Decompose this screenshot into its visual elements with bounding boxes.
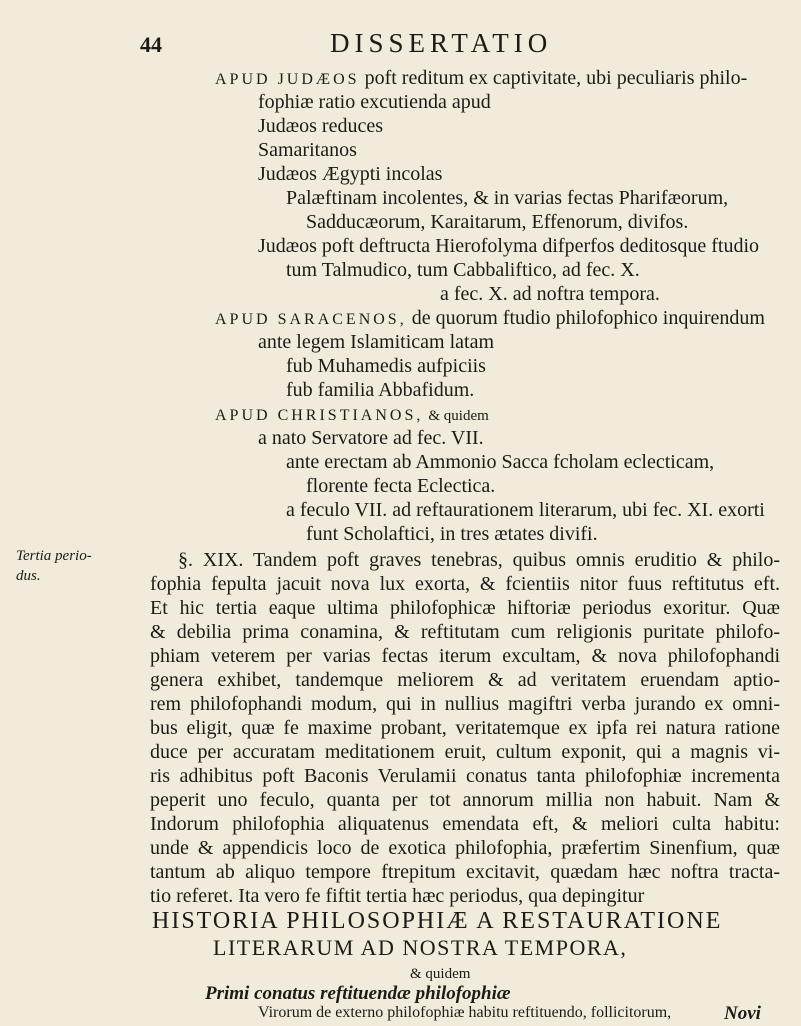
paragraph-line: §. XIX. Tandem poft graves tenebras, quibus omnis eruditio & philo-	[178, 549, 780, 571]
section-title-sub: & quidem	[410, 966, 471, 982]
outline-item: Judæos Ægypti incolas	[258, 163, 443, 185]
paragraph-line: tio referet. Ita vero fe fiftit tertia hæc periodus, qua depingitur	[150, 885, 645, 907]
christianos-suffix: & quidem	[428, 408, 489, 424]
outline-item: fub familia Abbafidum.	[286, 379, 475, 401]
margin-note	[16, 546, 92, 586]
saracenos-line1: de quorum ftudio philofophico inquirendum	[411, 307, 765, 329]
outline-item: a nato Servatore ad fec. VII.	[258, 427, 484, 449]
outline-item: Judæos reduces	[258, 115, 383, 137]
paragraph-line: rem philofophandi modum, qui in nullius magiftri verba jurando ex omni-	[150, 693, 780, 715]
judaeos-line1: poft reditum ex captivitate, ubi peculiaris philo-	[364, 67, 748, 89]
page-number: 44	[140, 32, 162, 57]
running-head: DISSERTATIO	[330, 28, 553, 58]
paragraph-line: bus eligit, quæ fe maxime probant, veritatemque ex ipfa rei natura ratione	[150, 717, 780, 739]
paragraph-line: fophia fepulta jacuit nova lux exorta, & fcientiis nitor fuus reftitutus eft.	[150, 573, 780, 595]
outline-item: ante erectam ab Ammonio Sacca fcholam eclecticam,	[286, 451, 715, 473]
section-title-line2: LITERARUM AD NOSTRA TEMPORA,	[213, 935, 628, 960]
outline-item: a fec. X. ad noftra tempora.	[440, 283, 660, 305]
paragraph-line: ris adhibitus poft Baconis Verulamii conatus tanta philofophiæ incrementa	[150, 765, 780, 787]
outline-item: funt Scholaftici, in tres ætates divifi.	[306, 523, 598, 545]
outline-item: tum Talmudico, tum Cabbaliftico, ad fec. X.	[286, 259, 640, 281]
saracenos-heading	[215, 306, 765, 332]
outline-item: Judæos poft deftructa Hierofolyma difperfos deditosque ftudio	[258, 235, 759, 257]
outline-item: Samaritanos	[258, 139, 357, 161]
margin-note-line: dus.	[16, 568, 41, 584]
section-title-line1: HISTORIA PHILOSOPHIÆ A RESTAURATIONE	[152, 908, 723, 934]
paragraph-line: tantum ab aliquo tempore ftrepitum excitavit, quædam hæc noftra tracta-	[150, 861, 780, 883]
paragraph-line: unde & appendicis loco de exotica philofophia, præfertim Sinenfium, quæ	[150, 837, 780, 859]
judaeos-label: APUD JUDÆOS	[215, 71, 360, 88]
outline-item: florente fecta Eclectica.	[306, 475, 496, 497]
primi-item: Virorum de externo philofophiæ habitu reftituendo, follicitorum,	[258, 1004, 672, 1021]
paragraph-line: Et hic tertia eaque ultima philofophicæ hiftoriæ periodus exoritur. Quæ	[150, 597, 780, 619]
outline-item: Palæftinam incolentes, & in varias fectas Pharifæorum,	[286, 187, 729, 209]
christianos-label: APUD CHRISTIANOS,	[215, 407, 424, 424]
margin-note-line: Tertia perio-	[16, 548, 92, 564]
outline-item: ante legem Islamiticam latam	[258, 331, 495, 353]
outline-item: a feculo VII. ad reftaurationem literarum, ubi fec. XI. exorti	[286, 499, 765, 521]
paragraph-line: peperit uno feculo, quanta per tot annorum millia non habuit. Nam &	[150, 789, 780, 811]
outline-item: fub Muhamedis aufpiciis	[286, 355, 486, 377]
outline-item: Sadducæorum, Karaitarum, Effenorum, divifos.	[306, 211, 689, 233]
paragraph-line: genera exhibet, tandemque meliorem & ad veritatem eruendam aptio-	[150, 669, 780, 691]
saracenos-label: APUD SARACENOS,	[215, 311, 407, 328]
catchword: Novi	[724, 1003, 761, 1024]
page-header	[0, 22, 801, 62]
judaeos-line2: fophiæ ratio excutienda apud	[258, 91, 491, 113]
paragraph-line: & debilia prima conamina, & reftitutam cum religionis puritate philofo-	[150, 621, 780, 643]
primi-heading: Primi conatus reftituendæ philofophiæ	[205, 983, 511, 1004]
paragraph-line: Indorum philofophia aliquatenus emendata eft, & meliori culta habitu:	[150, 813, 780, 835]
paragraph-line: phiam veterem per varias fectas iterum excultam, & nova philofophandi	[150, 645, 780, 667]
judaeos-heading	[215, 66, 747, 92]
paragraph-line: duce per accuratam meditationem eruit, cultum exponit, qui a magnis vi-	[150, 741, 780, 763]
christianos-heading	[215, 402, 489, 428]
